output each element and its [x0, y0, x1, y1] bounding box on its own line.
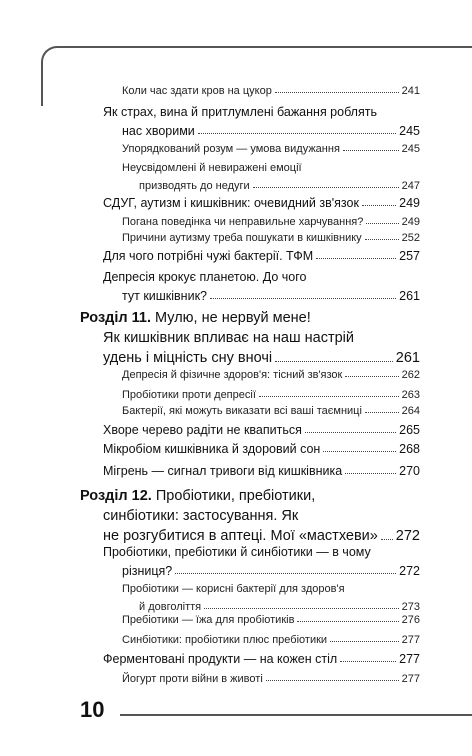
toc-entry[interactable]: [122, 608, 420, 626]
toc-entry[interactable]: [80, 484, 420, 544]
toc-entry-title: Пробіотики проти депресії: [122, 389, 256, 401]
toc-entry[interactable]: [122, 399, 420, 417]
toc-entry[interactable]: [103, 191, 420, 210]
dot-leader: [253, 187, 399, 188]
toc-entry[interactable]: [103, 418, 420, 437]
toc-entry[interactable]: [122, 137, 420, 155]
toc-page-number: 241: [401, 85, 420, 97]
toc-entry[interactable]: [122, 628, 420, 646]
toc-page-number: 245: [399, 124, 420, 138]
toc-page-number: 245: [401, 143, 420, 155]
toc-page-number: 277: [399, 652, 420, 666]
toc-entry[interactable]: [80, 306, 420, 366]
dot-leader: [210, 298, 396, 299]
toc-page-number: 249: [401, 216, 420, 228]
toc-page-number: 268: [399, 442, 420, 456]
toc-entry-title: Як кишківник впливає на наш настрій: [103, 330, 354, 346]
toc-entry-title: синбіотики: застосування. Як: [103, 508, 299, 524]
toc-entry[interactable]: [103, 100, 420, 138]
toc-page-number: 261: [399, 289, 420, 303]
toc-entry-title: Синбіотики: пробіотики плюс пребіотики: [122, 634, 328, 646]
toc-entry-title: Упорядкований розум — умова видужання: [122, 143, 340, 155]
toc-entry[interactable]: [122, 79, 420, 97]
dot-leader: [275, 92, 399, 93]
toc-entry-title: Мікробіом кишківника й здоровий сон: [103, 442, 321, 456]
toc-entry-title: Пробіотики, пребіотики й синбіотики — в чому: [103, 545, 371, 559]
toc-entry-title: Причини аутизму треба пошукати в кишківнику: [122, 232, 362, 244]
toc-page-number: 247: [401, 180, 420, 192]
toc-page-number: 249: [399, 196, 420, 210]
chapter-label: Розділ 12.: [80, 488, 152, 504]
toc-page-number: 277: [401, 673, 420, 685]
toc-entry[interactable]: [103, 437, 420, 456]
toc-entry-title: призводять до недуги: [139, 180, 250, 192]
toc-entry-title: Неусвідомлені й невиражені емоції: [122, 162, 302, 174]
toc-entry-title: й довголіття: [139, 601, 202, 613]
toc-entry-title: Розділ 11. Мулю, не нервуй мене!: [80, 310, 311, 326]
toc-page-number: 276: [401, 614, 420, 626]
toc-page-number: 264: [401, 405, 420, 417]
toc-entry-title: Пробіотики — корисні бактерії для здоров'я: [122, 583, 345, 595]
toc-page-number: 277: [401, 634, 420, 646]
dot-leader: [345, 473, 396, 474]
toc-entry-title: різниця?: [122, 564, 173, 578]
toc-page-number: 257: [399, 249, 420, 263]
toc-entry-title: Мігрень — сигнал тривоги від кишківника: [103, 464, 343, 478]
dot-leader: [198, 133, 396, 134]
toc-entry-title: Погана поведінка чи неправильне харчування?: [122, 216, 364, 228]
toc-entry-title: не розгубитися в аптеці. Мої «мастхеви»: [103, 528, 378, 544]
toc-entry-title: удень і міцність сну вночі: [103, 350, 273, 366]
dot-leader: [323, 451, 396, 452]
toc-page-number: 272: [399, 564, 420, 578]
toc-entry[interactable]: [122, 156, 420, 192]
toc-entry-title: Хворе черево радіти не квапиться: [103, 423, 302, 437]
page-frame-corner: [41, 46, 472, 106]
page-number: 10: [80, 697, 105, 722]
toc-entry[interactable]: [103, 540, 420, 578]
toc-entry-title: Депресія й фізичне здоров'я: тісний зв'язок: [122, 369, 343, 381]
toc-entry-title: Коли час здати кров на цукор: [122, 85, 272, 97]
toc-entry-title: Депресія крокує планетою. До чого: [103, 270, 307, 284]
toc-entry-title: Ферментовані продукти — на кожен стіл: [103, 652, 338, 666]
toc-entry[interactable]: [103, 244, 420, 263]
toc-page-number: 272: [395, 528, 420, 544]
toc-page-number: 261: [395, 350, 420, 366]
toc-page-number: 262: [401, 369, 420, 381]
toc-entry-title: Пребіотики — їжа для пробіотиків: [122, 614, 295, 626]
footer-rule: [120, 714, 472, 716]
dot-leader: [362, 205, 396, 206]
toc-entry[interactable]: [122, 667, 420, 685]
toc-page-number: 270: [399, 464, 420, 478]
dot-leader: [345, 376, 398, 377]
toc-entry-title: нас хворими: [122, 124, 195, 138]
dot-leader: [175, 573, 396, 574]
dot-leader: [330, 641, 399, 642]
dot-leader: [297, 621, 398, 622]
toc-page-number: 273: [401, 601, 420, 613]
dot-leader: [343, 150, 399, 151]
dot-leader: [366, 223, 398, 224]
toc-entry[interactable]: [103, 265, 420, 303]
toc-entry-title: Йогурт проти війни в животі: [122, 673, 263, 685]
toc-entry-title: СДУГ, аутизм і кишківник: очевидний зв'язок: [103, 196, 359, 210]
toc-entry-title: тут кишківник?: [122, 289, 207, 303]
chapter-label: Розділ 11.: [80, 310, 152, 326]
dot-leader: [259, 396, 399, 397]
dot-leader: [365, 412, 399, 413]
dot-leader: [316, 258, 396, 259]
dot-leader: [266, 680, 399, 681]
toc-entry-title: Для чого потрібні чужі бактерії. ТФМ: [103, 249, 314, 263]
toc-entry-title: Як страх, вина й притлумлені бажання роблять: [103, 105, 377, 119]
toc-page-number: 263: [401, 389, 420, 401]
toc-entry[interactable]: [122, 363, 420, 381]
dot-leader: [275, 361, 393, 362]
dot-leader: [365, 239, 399, 240]
toc-entry[interactable]: [103, 459, 420, 478]
toc-page-number: 252: [401, 232, 420, 244]
toc-page-number: 265: [399, 423, 420, 437]
dot-leader: [305, 432, 396, 433]
toc-entry[interactable]: [103, 647, 420, 666]
toc-entry[interactable]: [122, 226, 420, 244]
toc-entry-title: Бактерії, які можуть виказати всі ваші таємниці: [122, 405, 362, 417]
dot-leader: [340, 661, 396, 662]
toc-entry-title: Розділ 12. Пробіотики, пребіотики,: [80, 488, 316, 504]
